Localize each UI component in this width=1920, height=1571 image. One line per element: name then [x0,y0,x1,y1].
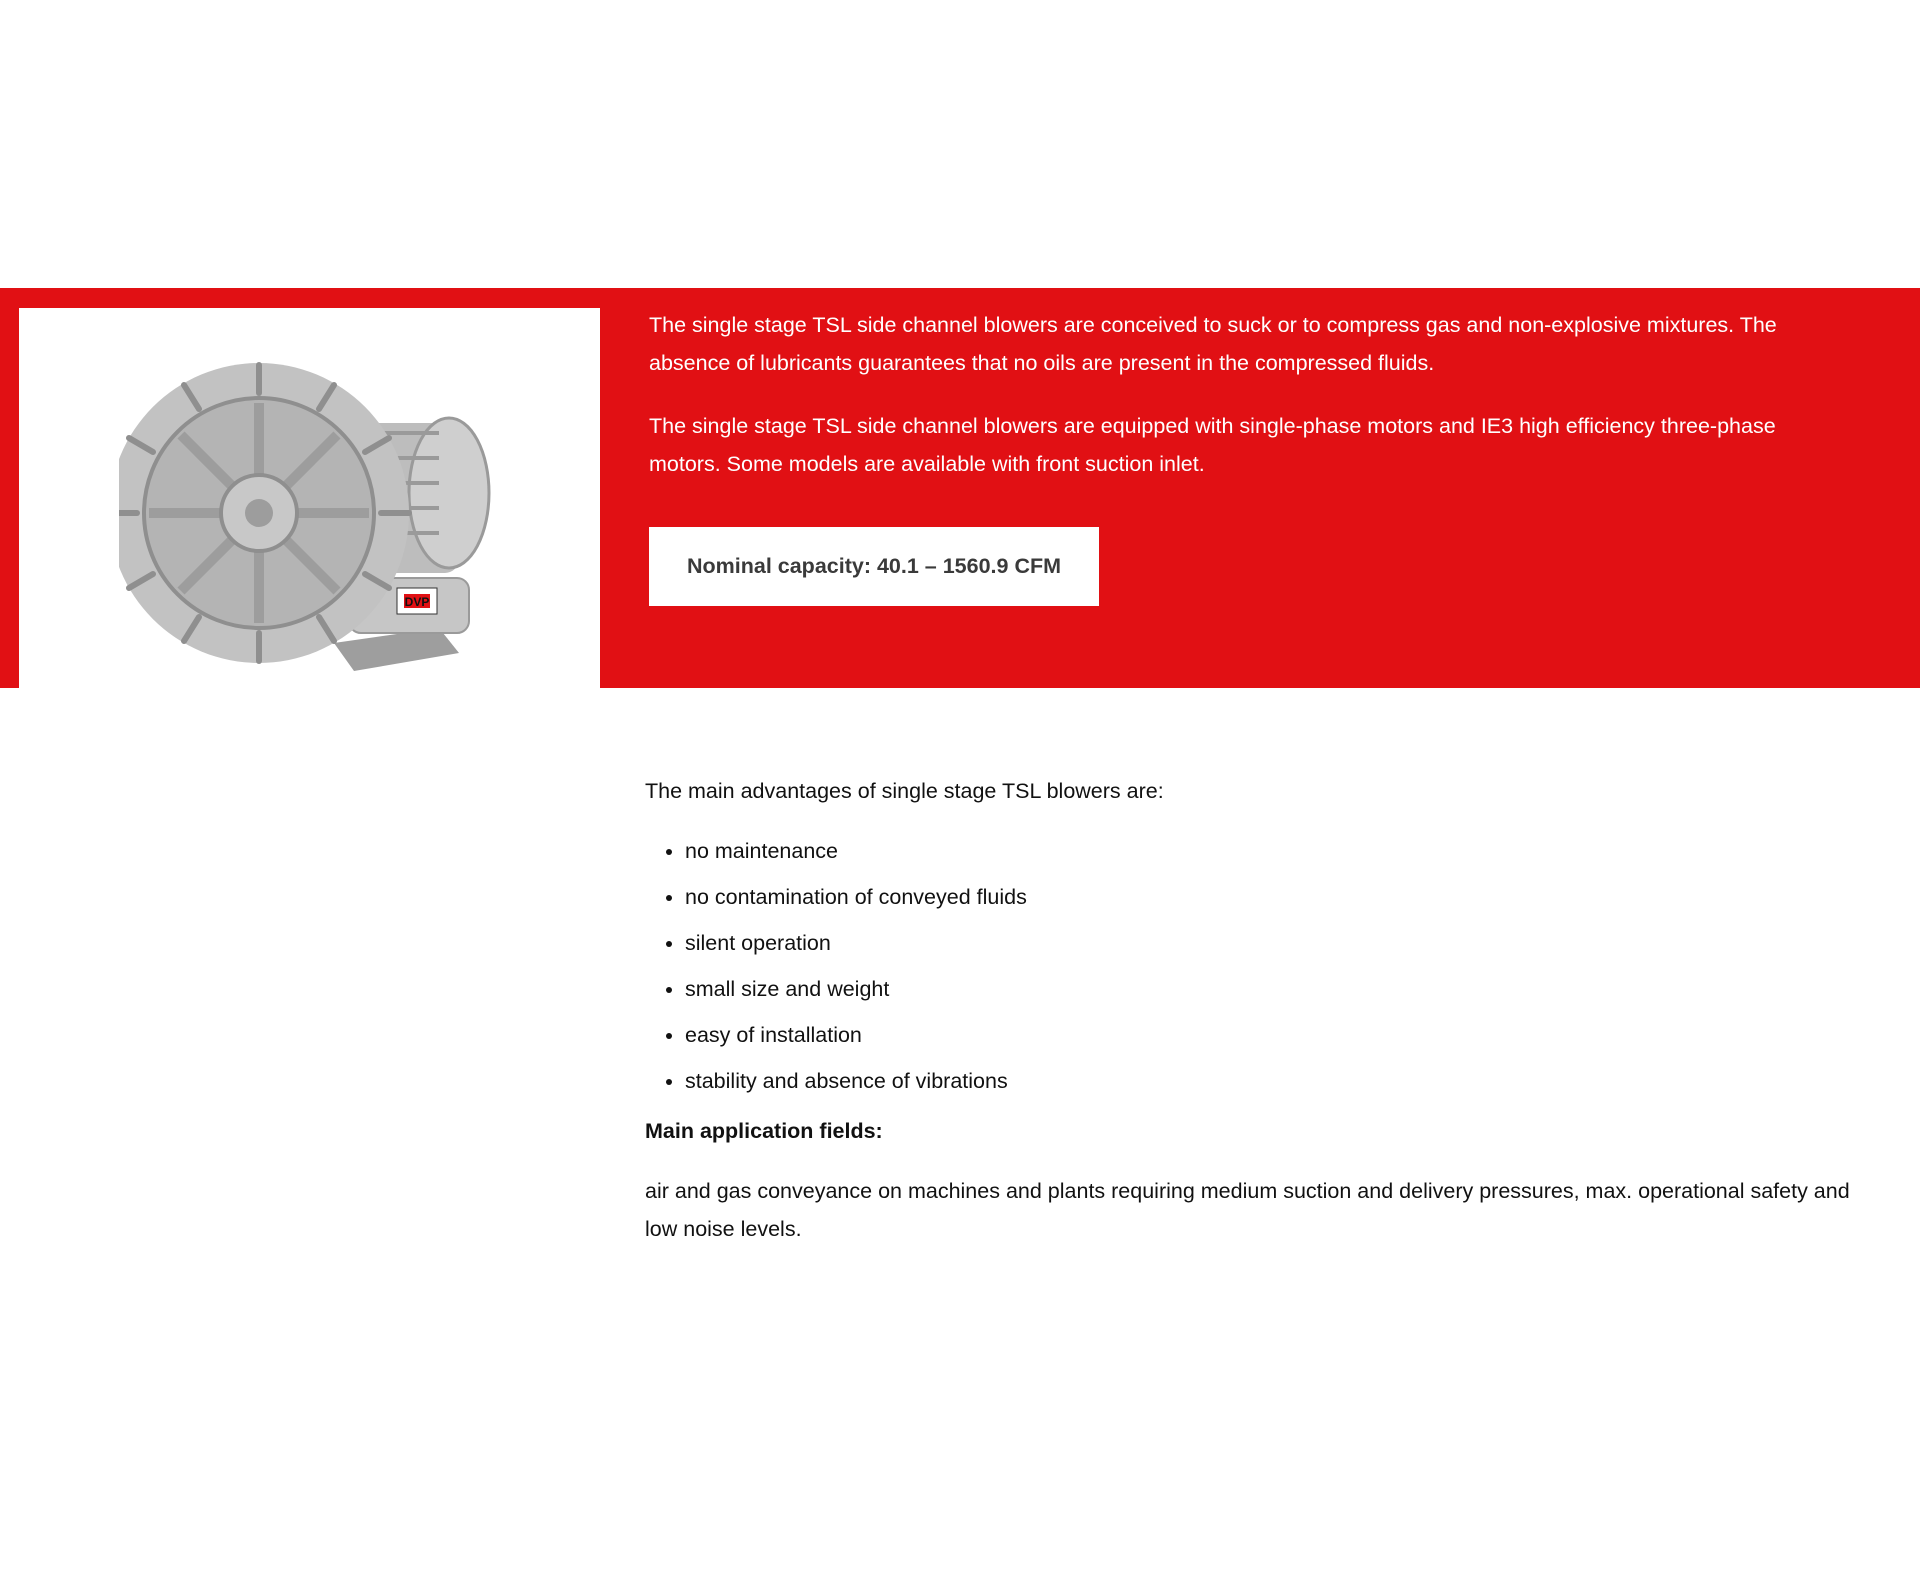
list-item: • silent operation [685,924,1875,962]
advantages-intro: The main advantages of single stage TSL blowers are: [645,779,1164,803]
list-item: • stability and absence of vibrations [685,1062,1875,1100]
svg-text:DVP: DVP [404,595,430,609]
nominal-capacity-badge [649,527,1099,606]
hero-description [649,306,1809,508]
nominal-capacity-label: Nominal capacity: 40.1 – 1560.9 CFM [686,554,1062,578]
applications-heading: Main application fields: [645,1119,883,1143]
advantages-list [645,832,1875,1100]
main-content [645,772,1875,1248]
list-item: • small size and weight [685,970,1875,1008]
side-channel-blower-image [119,353,519,713]
list-item: • no contamination of conveyed fluids [685,878,1875,916]
dvp-logo [397,588,437,614]
product-image-frame [19,308,600,758]
hero-paragraph-1: The single stage TSL side channel blowers are conceived to suck or to compress gas and non-explosive mixtures. The absence of lubricants guarantees that no oils are present in the compressed fluids. [649,313,1777,375]
applications-text: air and gas conveyance on machines and plants requiring medium suction and delivery pressures, max. operational safety and low noise levels. [645,1179,1850,1241]
list-item: • easy of installation [685,1016,1875,1054]
list-item: • no maintenance [685,832,1875,870]
hero-paragraph-2: The single stage TSL side channel blowers are equipped with single-phase motors and IE3 high efficiency three-phase motors. Some models are available with front suction inlet. [649,414,1776,476]
